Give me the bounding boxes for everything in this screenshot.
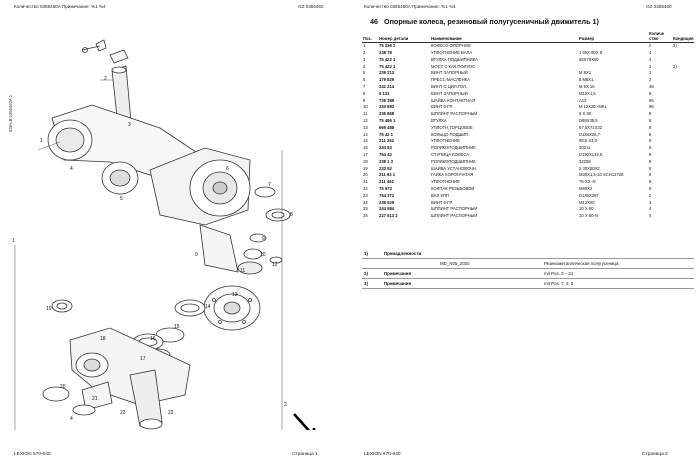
notes-section [362,249,694,289]
cell-pos: 17 [363,151,368,157]
cell-qty: 2 [649,43,652,49]
cell-size [578,43,648,50]
cell-name: РОЛИКОПОДШИПНИК [431,158,476,164]
table-row [362,104,694,111]
cell-cond [672,77,694,84]
cell-size: A12 [579,97,587,103]
table-row [362,159,694,166]
cell-cond [672,193,694,200]
cell-size: M80X2 [579,185,593,191]
cell-pos: 6 [363,77,366,83]
table-row [362,206,694,213]
cell-name: РОЛИКОПОДШИПНИК [431,145,476,151]
cell-pos: 13 [363,124,368,130]
cell-num: 75 673 [379,185,392,191]
cell-num: 764 372 [379,192,395,198]
callout-label: 1 [12,238,15,244]
left-footer-model: LEXION 670-640 [14,452,51,457]
callout-label: 15 [174,324,180,330]
table-row [362,132,694,139]
cell-qty: 48 [649,83,654,89]
note-value: Резинометаллическая полугусеница [544,261,619,266]
cell-cond [672,213,694,220]
cell-num: 211 93 1 [379,172,396,178]
cell-name: ШПЛИНТ РАСПОРНЫЙ [431,111,478,117]
cell-pos: 16 [363,145,368,151]
table-row [362,138,694,145]
cell-name: ВИНТ С ЦИЛ.ГОЛ. [431,83,467,89]
cell-pos: 9 [363,97,366,103]
cell-num: 764 42 [379,151,392,157]
callout-label: 4 [70,416,73,422]
cell-num: 211 252 [379,138,394,144]
table-row [362,186,694,193]
cell-name: КОЛЕСО ОПОРНОЕ [431,43,471,49]
cell-size [578,64,648,71]
cell-pos: 12 [363,117,368,123]
cell-qty: 96 [649,104,654,110]
parts-table [362,32,694,220]
cell-size: 1 65X 80X 8 [579,49,603,55]
cell-qty: 8 [649,151,652,157]
cell-qty: 2 [649,192,652,198]
cell-name: ШАЙБА УСТАНОВОЧН. [431,165,478,171]
cell-name: ВИНТ 6-ГР. [431,199,453,205]
callout-label: 13 [232,292,238,298]
cell-cond [672,70,694,77]
note-row [362,269,694,279]
cell-size: 6 X 50 [579,111,592,117]
left-header-code: GZ 0355460 [298,4,324,9]
cell-num: 669 488 [379,124,395,130]
cell-name: ВИНТ ЗАПОРНЫЙ [431,90,468,96]
callout-label: 3 [128,122,131,128]
table-row [362,64,694,71]
cell-name: УПЛОТНЕНИЕ [431,179,460,185]
cell-size: 32208 [579,158,591,164]
callout-label: 9 [262,236,265,242]
table-row [362,125,694,132]
cell-cond [672,200,694,207]
cell-size: 10 X 60-N [579,213,598,219]
cell-qty: 8 [649,179,652,185]
table-row [362,84,694,91]
cell-num: 233 92 [379,165,392,171]
table-row [362,172,694,179]
cell-name: УПЛОТНЕНИЕ ВАЛА [431,49,473,55]
cell-cond [672,179,694,186]
right-page [350,0,700,465]
cell-num: 233 883 [379,104,395,110]
callout-label: 16 [150,336,156,342]
cell-qty: 2 [649,77,652,83]
col-pos: Поз. [362,32,378,43]
cell-name: КОЛЬЦО ПОДШИП. [431,131,470,137]
cell-pos: 15 [363,138,368,144]
cell-num: 75 42 1 [379,131,393,137]
cell-pos: 24 [363,199,368,205]
cell-cond [672,98,694,105]
cell-cond [672,186,694,193]
callout-label: 21 [92,396,98,402]
cell-cond [672,159,694,166]
cell-qty: 4 [649,213,652,219]
cell-cond: 2) [673,43,677,49]
cell-name: УПЛОТН.ТОРЦОВОЕ [431,124,473,130]
cell-cond [672,152,694,159]
callout-label: 11 [240,268,246,274]
cell-pos: 18 [363,158,368,164]
callout-label: 20 [60,384,66,390]
direction-arrow-icon [294,414,314,430]
note-marker: 1) [364,251,368,256]
callout-label: 23 [120,410,126,416]
callout-label: 2 [284,402,287,408]
callout-label: 5 [120,196,123,202]
cell-pos: 21 [363,179,368,185]
cell-size: D134X26,7- [579,131,602,137]
cell-size: D190X132,8 [579,151,603,157]
cell-qty: 8 [649,124,652,130]
table-row [362,57,694,64]
note-label: Примечания [384,271,412,276]
cell-size: 30211 [579,145,591,151]
cell-num: 235 868 [379,111,395,117]
note-code: MD_N05_2020 [440,261,470,266]
cell-name: ВАЛ КПП [431,192,449,198]
cell-pos: 5 [363,70,366,76]
cell-qty: 8 [649,145,652,151]
cell-size: D135X287 [579,192,599,198]
callout-label: 7 [268,182,271,188]
cell-cond [672,57,694,64]
exploded-drawing [0,10,350,430]
cell-qty: 8 [649,185,652,191]
cell-num: 729 389 [379,97,395,103]
table-row [362,145,694,152]
right-footer-model: LEXION 670-640 [364,452,401,457]
cell-pos: 10 [363,104,368,110]
note-row [362,249,694,259]
cell-cond: 3) [673,63,677,69]
cell-name: ВИНТ ЗАПОРНЫЙ [431,70,468,76]
cell-pos: 19 [363,165,368,171]
cell-qty: 4 [649,49,652,55]
cell-name: ВТУЛКА [431,117,447,123]
table-row [362,200,694,207]
cell-qty: 4 [649,199,652,205]
cell-size: 65X70X60 [579,56,599,62]
callout-label: 12 [272,262,278,268]
cell-cond [672,172,694,179]
cell-size: M 12X20 -MKL [579,104,607,110]
col-condition: Кондиция [672,32,694,43]
cell-qty: 4 [649,56,652,62]
note-marker: 2) [364,271,368,276]
cell-num: 75 486 1 [379,117,396,123]
callout-label: 14 [205,304,211,310]
cell-size: 87,5X71X32 [579,124,603,130]
cell-num: 238 929 [379,199,395,205]
col-size: Размер [578,32,648,43]
cell-qty: 8 [649,172,652,178]
cell-pos: 1 [363,43,366,49]
cell-num: 242 214 [379,83,395,89]
cell-cond [672,84,694,91]
cell-size: M30X1,5-10 SCH12728 [579,172,624,178]
table-row [362,179,694,186]
note-value: mit Pos. 7, 2, 5 [544,281,574,286]
cell-cond [672,50,694,57]
note-label: Принадлежности [384,251,422,256]
cell-pos: 20 [363,172,368,178]
cell-size: M 6X 16 [579,83,595,89]
cell-name: ГАЙКА КОРОНЧАТАЯ [431,172,474,178]
cell-size: 8 M8X1 [579,77,594,83]
right-header-code: GZ 0355460 [646,4,672,9]
cell-pos: 14 [363,131,368,137]
cell-num: 227 613 2 [379,213,398,219]
left-footer-page: Страница 1 [292,452,318,457]
page-title [370,17,599,26]
cell-num: 238 1 3 [379,158,393,164]
cell-qty: 2 [649,70,652,76]
cell-cond [672,166,694,173]
cell-qty: 8 [649,165,652,171]
cell-pos: 4 [363,63,366,69]
callout-label: 22 [168,410,174,416]
cell-qty: 8 [649,117,652,123]
callout-label: 8 [290,212,293,218]
cell-pos: 2 [363,49,366,55]
cell-qty: 8 [649,111,652,117]
callout-label: 6 [226,166,229,172]
cell-num: 239 213 [379,70,395,76]
cell-qty: 8 [649,131,652,137]
cell-num: 75 422 1 [379,63,396,69]
cell-name: ВТУЛКА ПОДШИПНИКА [431,56,478,62]
cell-num: 75 336 2 [379,43,396,49]
cell-qty: 96 [649,97,654,103]
cell-cond [672,125,694,132]
cell-size: 98,5 X3,0 [579,138,597,144]
cell-num: 211 462 [379,179,394,185]
cell-size: 76 X3 -N [579,179,596,185]
cell-cond [672,206,694,213]
vertical-drawing-code: 539-LB 0355460A 1 [8,94,13,132]
note-value: mit Pos. 3 – 21 [544,271,574,276]
col-name: Наименование [430,32,578,43]
table-row [362,77,694,84]
cell-pos: 8 [363,90,366,96]
callout-label: 9 [195,252,198,258]
cell-qty: 2 [649,63,652,69]
cell-name: ШАЙБА КОНТАКТНАЯ [431,97,475,103]
cell-name: ВИНТ 6-ГР. [431,104,453,110]
callout-label: 4 [70,166,73,172]
right-header: Количество 0355460A Примечание: %1 %4 [364,4,456,9]
table-row [362,166,694,173]
title-number: 46 [370,17,378,26]
note-label: Примечания [384,281,412,286]
cell-name: ШПЛИНТ РАСПОРНЫЙ [431,206,478,212]
cell-name: ШПЛИНТ РАСПОРНЫЙ [431,213,478,219]
table-header-row [362,32,694,43]
callout-label: 10 [260,252,266,258]
cell-pos: 11 [363,111,368,117]
table-row [362,70,694,77]
table-row [362,43,694,50]
callout-label: 19 [46,306,52,312]
title-text: Опорные колеса, резиновый полугусеничный движитель 1) [384,17,599,26]
cell-cond [672,91,694,98]
cell-size: M 8X1 [579,70,592,76]
col-qty: Количе ство [648,32,672,43]
cell-pos: 25 [363,206,368,212]
callout-label: 1 [40,138,43,144]
cell-name: УПЛОТНЕНИЕ [431,138,460,144]
table-row [362,98,694,105]
table-row [362,111,694,118]
cell-qty: 8 [649,90,652,96]
note-row [362,279,694,289]
cell-qty: 8 [649,138,652,144]
table-row [362,152,694,159]
cell-cond [672,104,694,111]
table-row [362,118,694,125]
cell-size: D68X38,5 [579,117,598,123]
cell-pos: 22 [363,185,368,191]
cell-name: ПРЕСС-МАСЛЕНКА [431,77,470,83]
left-header: Количество 0355460A Примечание: %1 %4 [14,4,106,9]
cell-num: 75 422 3 [379,56,396,62]
cell-qty: 8 [649,158,652,164]
cell-pos: 26 [363,213,368,219]
cell-cond [672,118,694,125]
cell-size: 5 30X50X2 [579,165,600,171]
cell-size: 16 X 60 [579,206,594,212]
table-row [362,193,694,200]
cell-pos: 23 [363,192,368,198]
cell-num: 238 78 [379,49,392,55]
cell-qty: 4 [649,206,652,212]
callout-label: 17 [140,356,146,362]
table-row [362,91,694,98]
col-part-number: Номер детали [378,32,430,43]
cell-cond [672,145,694,152]
cell-pos: 7 [363,83,366,89]
cell-num: 179 829 [379,77,395,83]
cell-size: M10X1,5 [579,90,596,96]
note-detail-row [362,259,694,269]
cell-cond [672,111,694,118]
cell-name: КОЛПАК РЕЗЬБОВОЙ [431,185,475,191]
callout-label: 2 [104,76,107,82]
cell-name: МОСТ С КАЧ.ПОЛУОС [431,63,476,69]
cell-num: 234 83 [379,145,392,151]
cell-cond [672,132,694,139]
right-footer-page: Страница 2 [642,452,668,457]
note-marker: 3) [364,281,368,286]
cell-num: 244 584 [379,206,395,212]
cell-num: 9 131 [379,90,390,96]
cell-pos: 3 [363,56,366,62]
cell-size: M12X60 [579,199,595,205]
table-row [362,50,694,57]
cell-name: СТУПИЦА КОЛЕСА [431,151,470,157]
table-row [362,213,694,220]
callout-label: 18 [100,336,106,342]
cell-cond [672,138,694,145]
